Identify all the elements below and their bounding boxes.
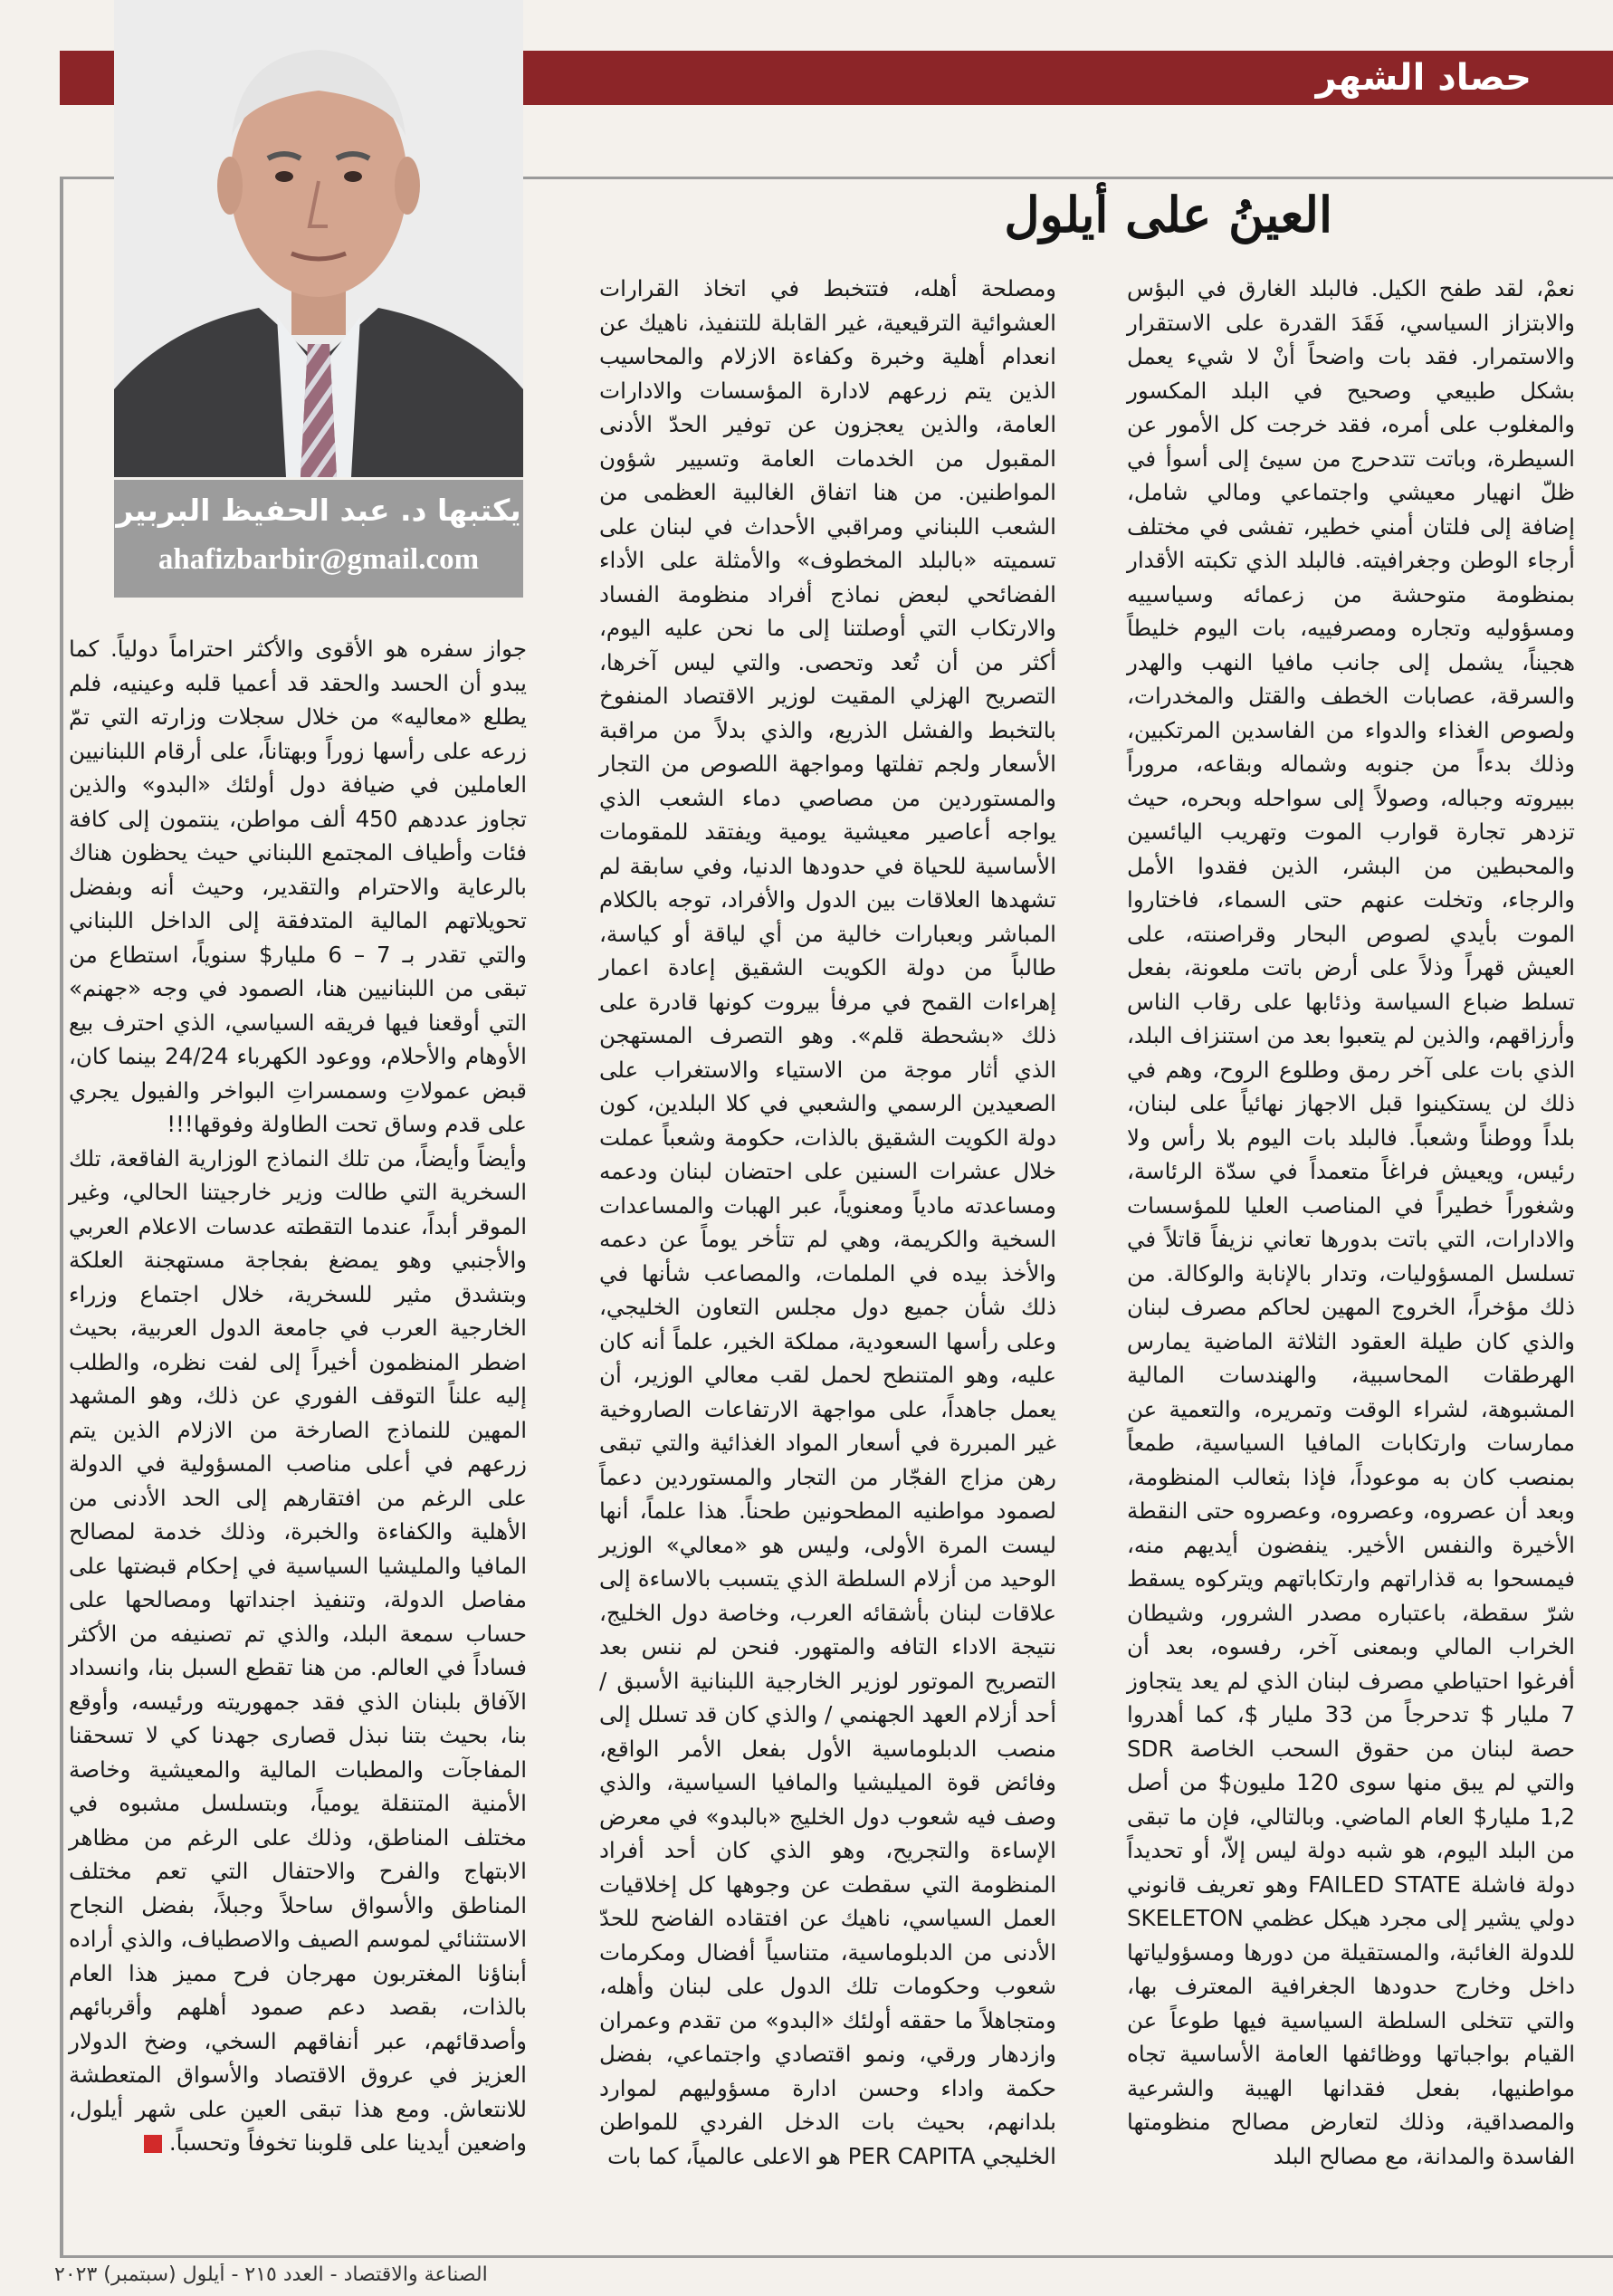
author-name: يكتبها د. عبد الحفيظ البربير [116, 493, 521, 528]
article-title: العينُ على أيلول [1004, 186, 1332, 244]
author-portrait-illustration [114, 0, 523, 477]
frame-left-border [60, 177, 63, 2255]
end-of-article-square-icon [144, 2135, 162, 2153]
author-photo [114, 0, 523, 477]
paragraph-text: وأيضاً وأيضاً، من تلك النماذج الوزارية الفاقعة، تلك السخرية التي طالت وزير خارجيتنا الحالي، وغير الموقر أبداً، عندما التقطته عدسات الاعلام العربي والأجنبي وهو يمضغ بفجاجة مستهجنة العلكة وبتشدق مثير للسخرية، خلال اجتماع وزراء الخارجية العرب في جامعة الدول العربية، بحيث اضطر المنظمون أخيراً إلى لفت نظره، والطلب إليه علناً التوقف الفوري عن ذلك، وهو المشهد المهين للنماذج الصارخة من الازلام الذين يتم زرعهم في أعلى مناصب المسؤولية في الدولة على الرغم من افتقارهم إلى الحد الأدنى من الأهلية والكفاءة والخبرة، وذلك خدمة لمصالح المافيا والمليشيا السياسية في إحكام قبضتها على مفاصل الدولة، وتنفيذ اجنداتها ومصالحها على حساب سمعة البلد، والذي تم تصنيفه من الأكثر فساداً في العالم. من هنا تقطع السبل بنا، وانسداد الآفاق بلبنان الذي فقد جمهوريته ورئيسه، وأوقع بنا، بحيث بتنا نبذل قصارى جهدنا كي لا تسحقنا المفاجآت والمطبات المالية والمعيشية وخاصة الأمنية المتنقلة يومياً، وبتسلسل مشبوه في مختلف المناطق، وذلك على الرغم من مظاهر الابتهاج والفرح والاحتفال التي تعم مختلف المناطق والأسواق ساحلاً وجبلاً، بفضل النجاح الاستثنائي لموسم الصيف والاصطياف، والذي أراده أبناؤنا المغتربون مهرجان فرح مميز هذا العام بالذات، بقصد دعم صمود أهلهم وأقربائهم وأصدقائهم، عبر أنفاقهم السخي، وضخ الدولار العزيز في عروق الاقتصاد والأسواق المتعطشة للانتعاش. ومع هذا تبقى العين على شهر أيلول، واضعين أيدينا على قلوبنا تخوفاً وتحسباً. [69, 1144, 527, 2156]
paragraph: جواز سفره هو الأقوى والأكثر احتراماً دولياً. كما يبدو أن الحسد والحقد قد أعميا قلبه وعينيه، فلم يطلع «معاليه» من خلال سجلات وزارته التي تمّ زرعه على رأسها زوراً وبهتاناً، على أرقام اللبنانيين العاملين في ضيافة دول أولئك «البدو» والذين تجاوز عددهم 450 ألف مواطن، ينتمون إلى كافة فئات وأطياف المجتمع اللبناني حيث يحظون هناك بالرعاية والاحترام والتقدير، وحيث أنه وبفضل تحويلاتهم المالية المتدفقة إلى الداخل اللبناني والتي تقدر بـ 7 – 6 مليار$ سنوياً، استطاع من تبقى من اللبنانيين هنا، الصمود في وجه «جهنم» التي أوقعنا فيها فريقه السياسي، الذي احترف بيع الأوهام والأحلام، ووعود الكهرباء 24/24 بينما كان، قبض عمولاتِ وسمسراتِ البواخر والفيول يجري على قدم وساق تحت الطاولة وفوقها!!! [69, 636, 528, 1137]
paragraph: ومصلحة أهله، فتتخبط في اتخاذ القرارات العشوائية الترقيعية، غير القابلة للتنفيذ، ناهيك عن انعدام أهلية وخبرة وكفاءة الازلام والمحاسيب الذين يتم زرعهم لادارة المؤسسات والادارات العامة، والذين يعجزون عن توفير الحدّ الأدنى المقبول من الخدمات العامة وتسيير شؤون المواطنين. من هنا اتفاق الغالبية العظمى من الشعب اللبناني ومراقبي الأحداث في لبنان على تسميته «بالبلد المخطوف» والأمثلة على الأداء الفضائحي لبعض نماذج أفراد منظومة الفساد والارتكاب التي أوصلتنا إلى ما نحن عليه اليوم، أكثر من أن تُعد وتحصى. والتي ليس آخرها، التصريح الهزلي المقيت لوزير الاقتصاد المنفوخ بالتخبط والفشل الذريع، والذي بدلاً من مراقبة الأسعار ولجم تفلتها ومواجهة اللصوص من التجار والمستوردين من مصاصي دماء الشعب الذي يواجه أعاصير معيشية يومية ويفتقد للمقومات الأساسية للحياة في حدودها الدنيا، وفي سابقة لم تشهدها العلاقات بين الدول والأفراد، توجه بالكلام المباشر وبعبارات خالية من أي لياقة أو كياسة، طالباً من دولة الكويت الشقيق إعادة اعمار إهراءات القمح في مرفأ بيروت كونها قادرة على ذلك «بشحطة قلم». وهو التصرف المستهجن الذي أثار موجة من الاستياء والاستغراب على الصعيدين الرسمي والشعبي في كلا البلدين، كون دولة الكويت الشقيق بالذات، حكومة وشعباً عملت خلال عشرات السنين على احتضان لبنان ودعمه ومساعدته مادياً ومعنوياً، عبر الهبات والمساعدات السخية والكريمة، وهي لم تتأخر يوماً عن دعمه والأخذ بيده في الملمات، والمصاعب شأنها في ذلك شأن جميع دول مجلس التعاون الخليجي، وعلى رأسها السعودية، مملكة الخير، علماً أنه كان عليه، وهو المتنطح لحمل لقب معالي الوزير، أن يعمل جاهداً، على مواجهة الارتفاعات الصاروخية غير المبررة في أسعار المواد الغذائية والتي تبقى رهن مزاج الفجّار من التجار والمستوردين دعماً لصمود مواطنيه المطحونين طحناً. هذا علماً، أنها ليست المرة الأولى، وليس هو «معالي» الوزير الوحيد من أزلام السلطة الذي يتسبب بالاساءة إلى علاقات لبنان بأشقائه العرب، وخاصة دول الخليج، نتيجة الاداء التافه والمتهور. فنحن لم ننس بعد التصريح الموتور لوزير الخارجية اللبنانية الأسبق / أحد أزلام العهد الجهنمي / والذي كان قد تسلل إلى منصب الدبلوماسية الأول بفعل الأمر الواقع، وفائض قوة الميليشيا والمافيا السياسية، والذي وصف فيه شعوب دول الخليج «بالبدو» في معرض الإساءة والتجريح، وهو الذي كان أحد أفراد المنظومة التي سقطت عن وجوهها كل إخلاقيات العمل السياسي، ناهيك عن افتقاده الفاضح للحدّ الأدنى من الدبلوماسية، متناسياً أفضال ومكرمات شعوب وحكومات تلك الدول على لبنان وأهله، ومتجاهلاً ما حققه أولئك «البدو» من تقدم وعمران وازدهار ورقي، ونمو اقتصادي واجتماعي، بفضل حكمة واداء وحسن ادارة مسؤوليهم لموارد بلدانهم، بحيث بات الدخل الفردي للمواطن الخليجي PER CAPITA هو الاعلى عالمياً، كما بات [599, 275, 1056, 2169]
article-column-middle [599, 272, 1056, 2245]
article-column-left [69, 632, 527, 2253]
section-title: حصاد الشهر [1315, 57, 1532, 99]
paragraph: نعمْ، لقد طفح الكيل. فالبلد الغارق في البؤس والابتزاز السياسي، فَقَدَ القدرة على الاستقرار والاستمرار. فقد بات واضحاً أنْ لا شيء يعمل بشكل طبيعي وصحيح في البلد المكسور والمغلوب على أمره، فقد خرجت كل الأمور عن السيطرة، وباتت تتدحرج من سيئ إلى أسوأ في ظلّ انهيار معيشي واجتماعي ومالي شامل، إضافة إلى فلتان أمني خطير، تفشى في مختلف أرجاء الوطن وجغرافيته. فالبلد الذي تكبته الأقدار بمنظومة متوحشة من زعمائه وسياسييه ومسؤوليه وتجاره ومصرفييه، بات اليوم خليطاً هجيناً، يشمل إلى جانب مافيا النهب والهدر والسرقة، عصابات الخطف والقتل والمخدرات، ولصوص الغذاء والدواء من الفاسدين المرتكبين، وذلك بدءاً من جنوبه وشماله وبقاعه، مروراً ببيروته وجباله، وصولاً إلى سواحله وبحره، حيث تزدهر تجارة قوارب الموت وتهريب اليائسين والمحبطين من البشر، الذين فقدوا الأمل والرجاء، وتخلت عنهم حتى السماء، فاختاروا الموت بأيدي لصوص البحار وقراصنته، على العيش قهراً وذلاً على أرض باتت ملعونة، بفعل تسلط ضباع السياسة وذئابها على رقاب الناس وأرزاقهم، والذين لم يتعبوا بعد من استنزاف البلد، الذي بات على آخر رمق وطلوع الروح، وهم في ذلك لن يستكينوا قبل الاجهاز نهائياً على لبنان، بلداً ووطناً وشعباً. فالبلد بات اليوم بلا رأس ولا رئيس، ويعيش فراغاً متعمداً في سدّة الرئاسة، وشغوراً خطيراً في المناصب العليا للمؤسسات والادارات، التي باتت بدورها تعاني نزيفاً قاتلاً في تسلسل المسؤوليات، وتدار بالإنابة والوكالة. من ذلك مؤخراً، الخروج المهين لحاكم مصرف لبنان والذي كان طيلة العقود الثلاثة الماضية يمارس الهرطقات المحاسبية، والهندسات المالية المشبوهة، لشراء الوقت وتمريره، والتعمية عن ممارسات وارتكابات المافيا السياسية، طمعاً بمنصب كان به موعوداً، فإذا بثعالب المنظومة، وبعد أن عصروه، وعصروه، وعصروه حتى النقطة الأخيرة والنفس الأخير. ينفضون أيديهم منه، فيمسحوا به قذاراتهم وارتكاباتهم ويتركوه يسقط شرّ سقطة، باعتباره مصدر الشرور، وشيطان الخراب المالي وبمعنى آخر، رفسوه، بعد أن أفرغوا احتياطي مصرف لبنان الذي لم يعد يتجاوز 7 مليار $ تدحرجاً من 33 مليار $، كما أهدروا حصة لبنان من حقوق السحب الخاصة SDR والتي لم يبق منها سوى 120 مليون$ من أصل 1,2 مليار$ العام الماضي. وبالتالي، فإن ما تبقى من البلد اليوم، هو شبه دولة ليس إلاّ، أو تحديداً دولة فاشلة FAILED STATE وهو تعريف قانوني دولي يشير إلى مجرد هيكل عظمي SKELETON للدولة الغائبة، والمستقيلة من دورها ومسؤولياتها داخل وخارج حدودها الجغرافية المعترف بها، والتي تتخلى السلطة السياسية فيها طوعاً عن القيام بواجباتها ووظائفها العامة الأساسية تجاه مواطنيها، بفعل فقدانها الهيبة والشرعية والمصداقية، وذلك لتعارض مصالح منظومتها الفاسدة والمدانة، مع مصالح البلد [1127, 275, 1576, 2169]
paragraph [69, 1142, 527, 2160]
frame-bottom-border [60, 2255, 1613, 2258]
page-footer: الصناعة والاقتصاد - العدد ٢١٥ - أيلول (سبتمبر) ٢٠٢٣ [54, 2263, 488, 2286]
author-caption-box [114, 480, 523, 598]
author-email[interactable]: ahafizbarbir@gmail.com [157, 543, 480, 576]
article-column-right [1127, 272, 1575, 2245]
